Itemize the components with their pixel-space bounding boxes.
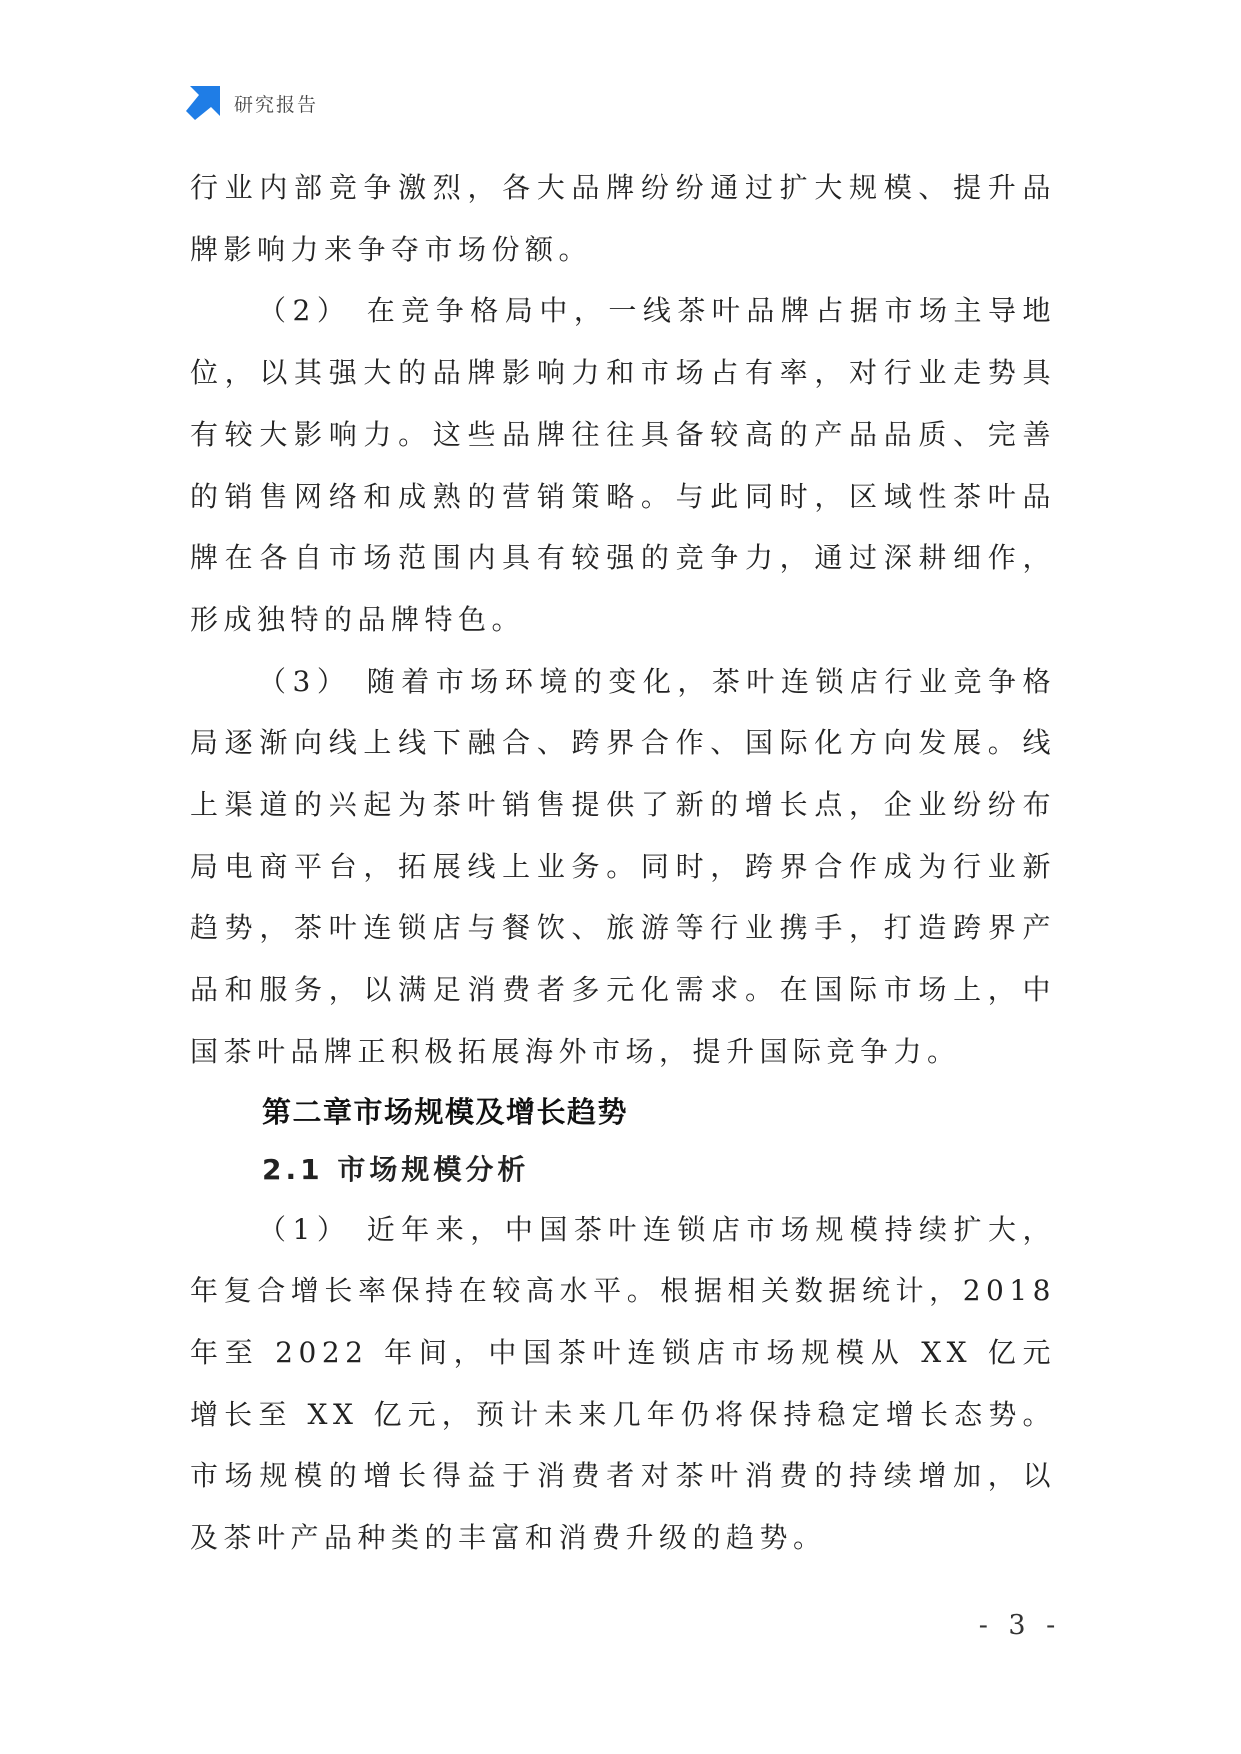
paragraph-2: （2） 在竞争格局中，一线茶叶品牌占据市场主导地位，以其强大的品牌影响力和市场占有率，对行业走势具有较大影响力。这些品牌往往具备较高的产品品质、完善的销售网络和成熟的营销策略。与此同时，区域性茶叶品牌在各自市场范围内具有较强的竞争力，通过深耕细作，形成独特的品牌特色。 [190, 294, 1056, 636]
report-logo-icon [186, 86, 220, 120]
section-title: 2.1 市场规模分析 [262, 1152, 530, 1186]
paragraph-3: （3） 随着市场环境的变化，茶叶连锁店行业竞争格局逐渐向线上线下融合、跨界合作、国际化方向发展。线上渠道的兴起为茶叶销售提供了新的增长点，企业纷纷布局电商平台，拓展线上业务。同时，跨界合作成为行业新趋势，茶叶连锁店与餐饮、旅游等行业携手，打造跨界产品和服务，以满足消费者多元化需求。在国际市场上，中国茶叶品牌正积极拓展海外市场，提升国际竞争力。 [190, 664, 1056, 1068]
paragraph-market-size: （1） 近年来，中国茶叶连锁店市场规模持续扩大，年复合增长率保持在较高水平。根据相关数据统计，2018 年至 2022 年间，中国茶叶连锁店市场规模从 XX 亿元增长至 XX 亿元，预计未来几年仍将保持稳定增长态势。市场规模的增长得益于消费者对茶叶消费的持续增加，以及茶叶产品种类的丰富和消费升级的趋势。 [190, 1212, 1056, 1555]
document-body [190, 157, 1056, 1569]
paragraph-continued: 行业内部竞争激烈，各大品牌纷纷通过扩大规模、提升品牌影响力来争夺市场份额。 [190, 171, 1056, 266]
header-title: 研究报告 [234, 93, 319, 116]
page-number: - 3 - [978, 1610, 1062, 1641]
page-header [186, 86, 318, 120]
chapter-title: 第二章市场规模及增长趋势 [262, 1094, 629, 1129]
